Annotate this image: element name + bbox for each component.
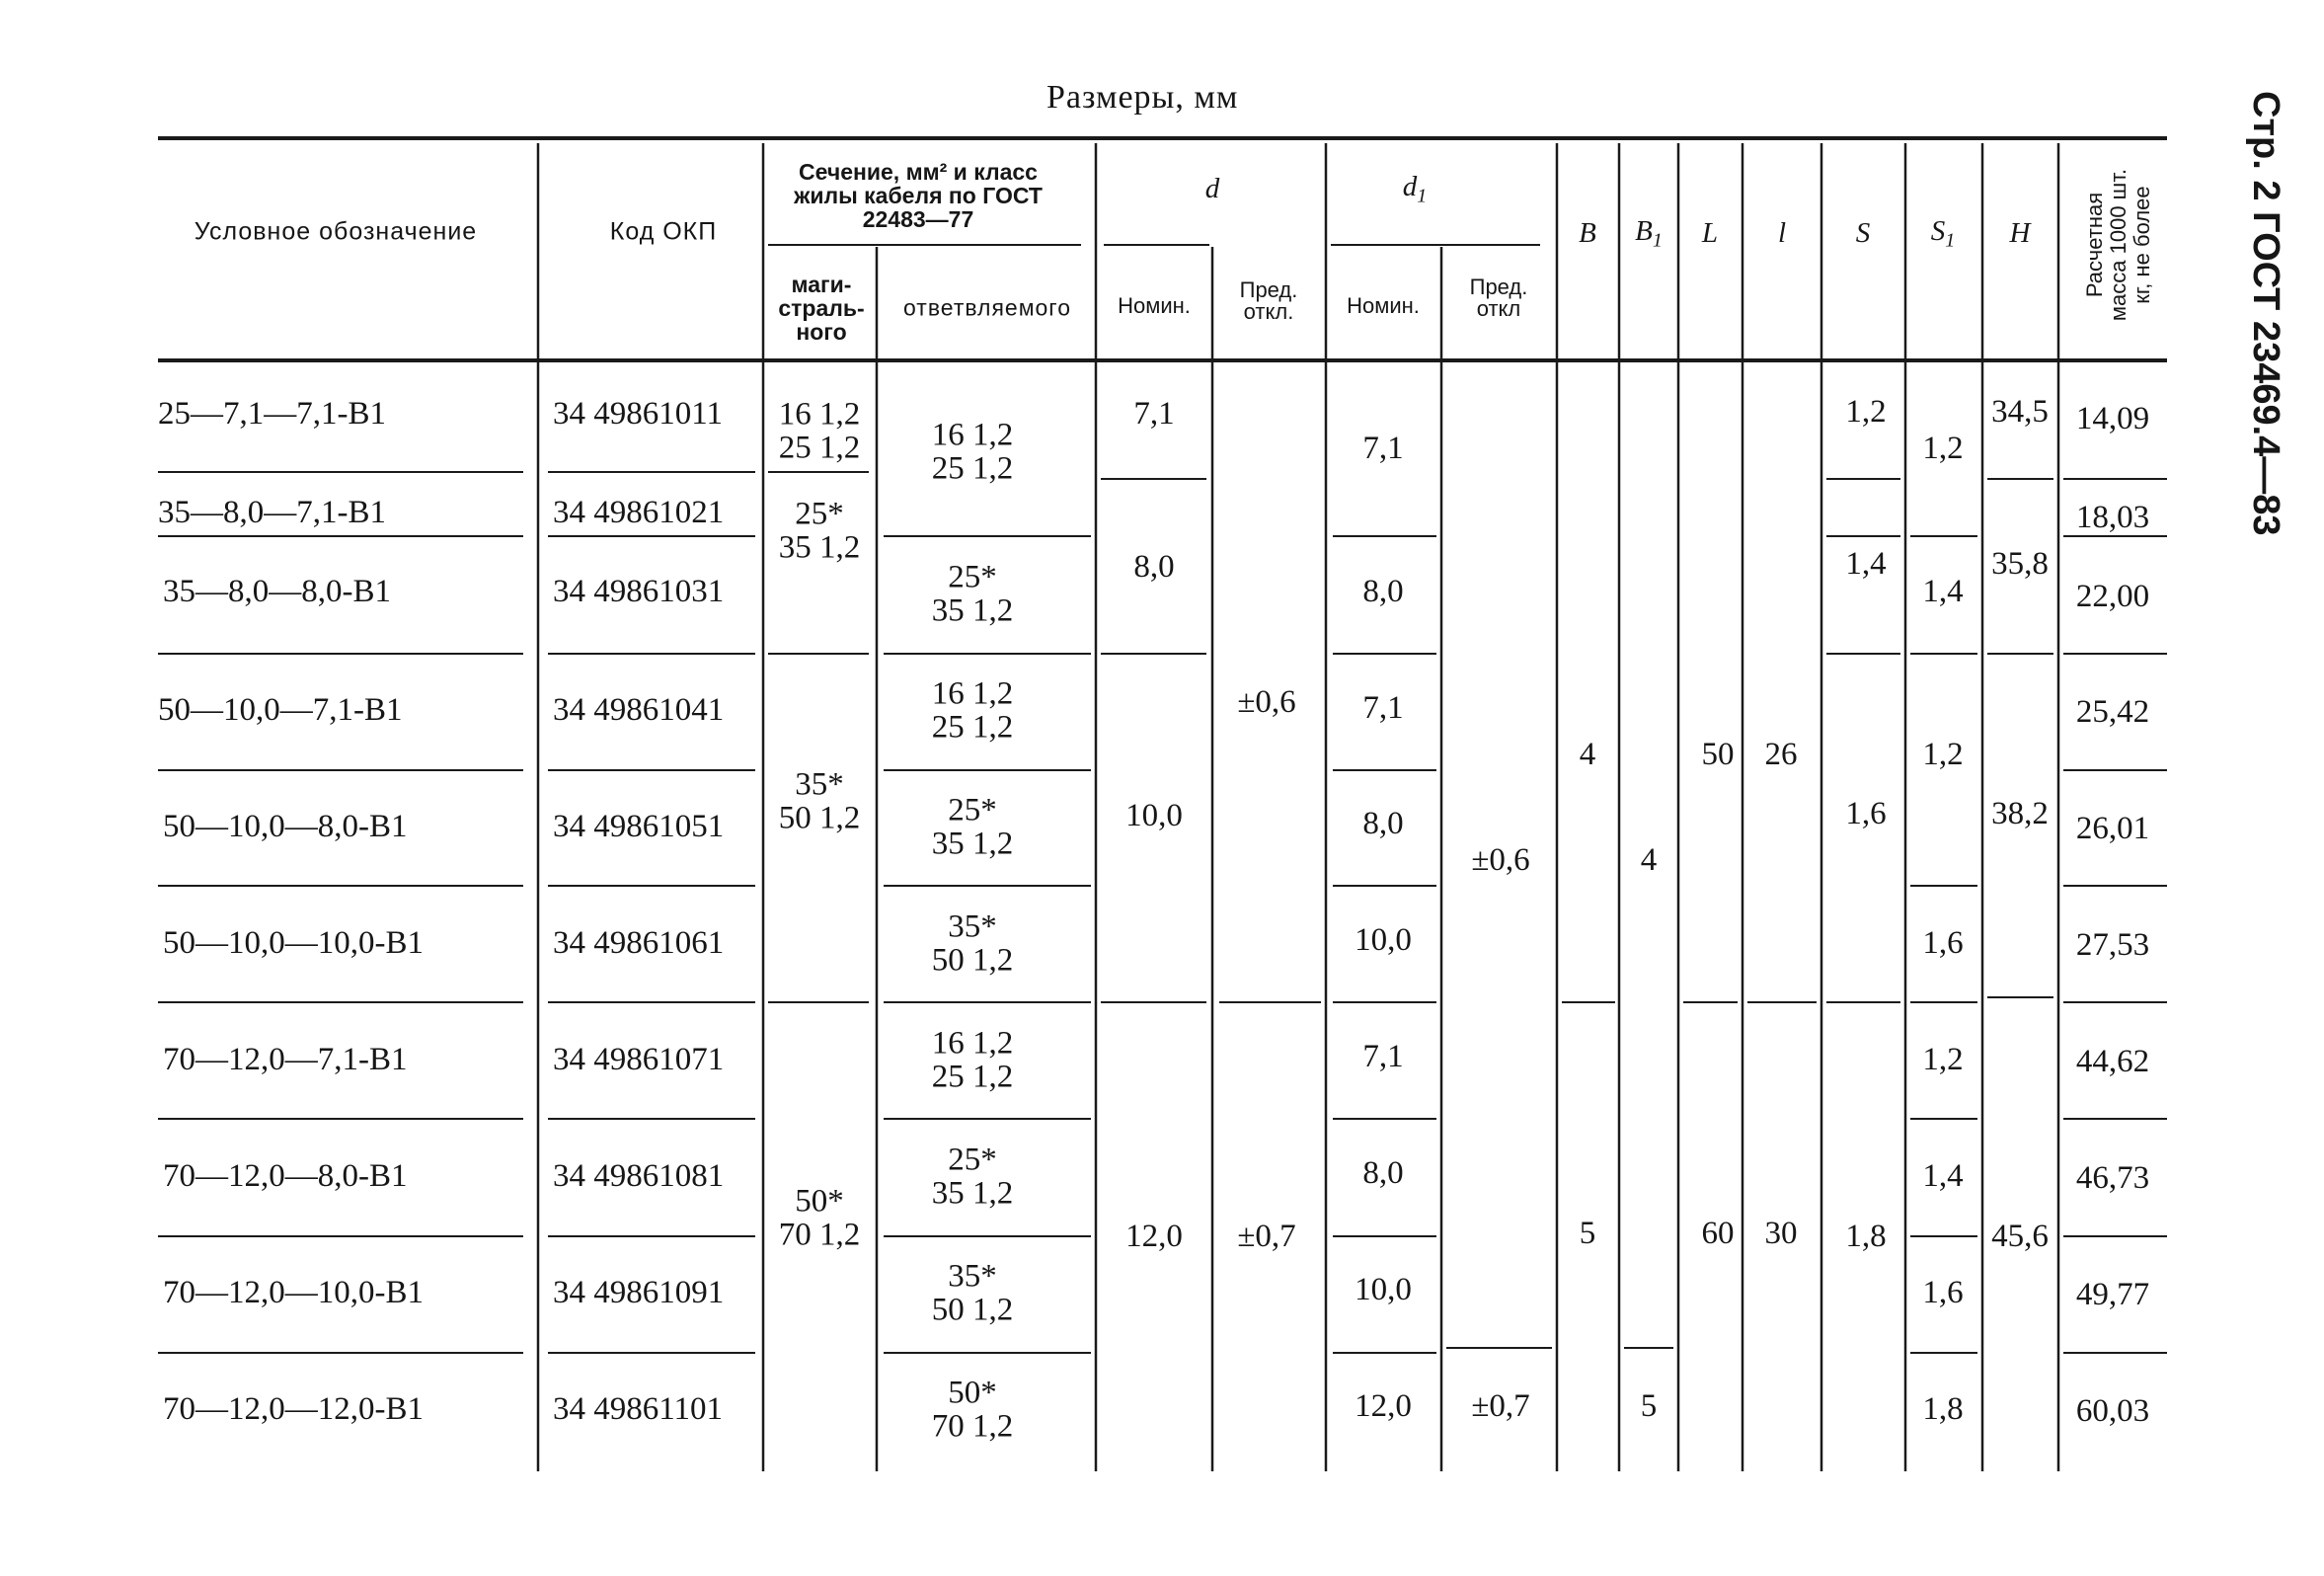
- d1-tolerance-1: ±0,6: [1471, 842, 1530, 879]
- row-4-okp: 34 49861041: [553, 692, 725, 729]
- header-d-tolerance: Пред. откл.: [1239, 277, 1298, 324]
- H-value-2: 35,8: [1991, 546, 2049, 583]
- row-4-designation: 50—10,0—7,1-В1: [158, 692, 403, 729]
- header-S: S: [1855, 217, 1871, 250]
- row-10-designation: 70—12,0—12,0-В1: [163, 1391, 424, 1428]
- row-4-mass: 25,42: [2075, 694, 2150, 731]
- header-okp: Код ОКП: [609, 217, 718, 246]
- row-1-okp: 34 49861011: [553, 396, 724, 433]
- row-1-mass: 14,09: [2075, 401, 2150, 437]
- row-8-mass: 46,73: [2075, 1160, 2150, 1197]
- d-nominal-3: 10,0: [1125, 798, 1183, 834]
- S1-value-3: 1,2: [1922, 737, 1964, 773]
- d1-nominal-6: 7,1: [1362, 1039, 1404, 1075]
- l-value-2: 30: [1764, 1216, 1798, 1252]
- page-running-head-text: Стр. 2 ГОСТ 23469.4—83: [2245, 91, 2286, 536]
- H-value-3: 38,2: [1991, 796, 2049, 832]
- branch-cell-2: 25* 35 1,2: [931, 559, 1014, 628]
- header-B: B: [1579, 217, 1596, 250]
- row-6-mass: 27,53: [2075, 927, 2150, 964]
- header-S1: $S_1$: [1930, 214, 1956, 252]
- row-6-designation: 50—10,0—10,0-В1: [163, 925, 424, 962]
- S1-value-1: 1,2: [1922, 431, 1964, 467]
- d1-nominal-1: 7,1: [1362, 431, 1404, 467]
- d1-nominal-7: 8,0: [1362, 1155, 1404, 1192]
- row-1-designation: 25—7,1—7,1-В1: [158, 396, 386, 433]
- row-2-designation: 35—8,0—7,1-В1: [158, 495, 386, 531]
- l-value-1: 26: [1764, 737, 1798, 773]
- main-group-3: 35* 50 1,2: [778, 766, 861, 835]
- row-10-mass: 60,03: [2075, 1393, 2150, 1430]
- page-running-head: [2239, 91, 2286, 565]
- B-value-2: 5: [1579, 1216, 1596, 1252]
- row-5-mass: 26,01: [2075, 811, 2150, 847]
- row-3-mass: 22,00: [2075, 579, 2150, 615]
- header-L: L: [1701, 217, 1719, 250]
- header-l: l: [1777, 217, 1787, 250]
- L-value-1: 50: [1701, 737, 1735, 773]
- S1-value-4: 1,6: [1922, 925, 1964, 962]
- table-caption: Размеры, мм: [1046, 79, 1239, 116]
- d1-nominal-9: 12,0: [1355, 1388, 1412, 1425]
- row-7-mass: 44,62: [2075, 1044, 2150, 1080]
- B1-value-2: 5: [1640, 1388, 1658, 1425]
- branch-cell-6: 16 1,2 25 1,2: [931, 1025, 1014, 1094]
- d-tolerance-1: ±0,6: [1237, 684, 1296, 721]
- row-9-okp: 34 49861091: [553, 1275, 725, 1311]
- H-value-1: 34,5: [1991, 394, 2049, 431]
- row-2-mass: 18,03: [2075, 500, 2150, 536]
- header-section: Сечение, мм² и класс жилы кабеля по ГОСТ 22483—77: [794, 158, 1043, 233]
- H-value-4: 45,6: [1991, 1219, 2049, 1255]
- d1-nominal-2: 8,0: [1362, 574, 1404, 610]
- row-9-designation: 70—12,0—10,0-В1: [163, 1275, 424, 1311]
- branch-cell-1: 16 1,2 25 1,2: [931, 417, 1014, 486]
- branch-cell-7: 25* 35 1,2: [931, 1142, 1014, 1211]
- row-3-okp: 34 49861031: [553, 574, 725, 610]
- row-6-okp: 34 49861061: [553, 925, 725, 962]
- S-value-4: 1,8: [1845, 1219, 1887, 1255]
- d1-tolerance-2: ±0,7: [1471, 1388, 1530, 1425]
- d-nominal-2: 8,0: [1133, 549, 1175, 586]
- header-branch-conductor: ответвляемого: [903, 294, 1071, 321]
- S1-value-8: 1,8: [1922, 1391, 1964, 1428]
- header-designation: Условное обозначение: [194, 217, 478, 246]
- main-group-2: 25* 35 1,2: [778, 496, 861, 565]
- main-group-1: 16 1,2 25 1,2: [778, 396, 861, 465]
- S1-value-7: 1,6: [1922, 1275, 1964, 1311]
- row-3-designation: 35—8,0—8,0-В1: [163, 574, 391, 610]
- d-nominal-1: 7,1: [1133, 396, 1175, 433]
- branch-cell-3: 16 1,2 25 1,2: [931, 675, 1014, 745]
- S1-value-5: 1,2: [1922, 1042, 1964, 1078]
- branch-cell-5: 35* 50 1,2: [931, 908, 1014, 978]
- row-8-designation: 70—12,0—8,0-В1: [163, 1158, 408, 1195]
- row-10-okp: 34 49861101: [553, 1391, 724, 1428]
- header-d: d: [1204, 173, 1220, 205]
- row-7-okp: 34 49861071: [553, 1042, 725, 1078]
- S1-value-6: 1,4: [1922, 1158, 1964, 1195]
- row-5-designation: 50—10,0—8,0-В1: [163, 809, 408, 845]
- header-main-conductor: маги- страль- ного: [778, 271, 865, 346]
- d-nominal-4: 12,0: [1125, 1219, 1183, 1255]
- header-mass: Расчетная масса 1000 шт. кг, не более: [2082, 168, 2155, 322]
- row-8-okp: 34 49861081: [553, 1158, 725, 1195]
- row-2-okp: 34 49861021: [553, 495, 725, 531]
- row-7-designation: 70—12,0—7,1-В1: [163, 1042, 408, 1078]
- d1-nominal-5: 10,0: [1355, 922, 1412, 959]
- row-5-okp: 34 49861051: [553, 809, 725, 845]
- d-tolerance-2: ±0,7: [1237, 1219, 1296, 1255]
- header-d1: $d_1$: [1402, 170, 1428, 207]
- S1-value-2: 1,4: [1922, 574, 1964, 610]
- header-d-nominal: Номин.: [1118, 293, 1191, 318]
- branch-cell-8: 35* 50 1,2: [931, 1258, 1014, 1327]
- row-9-mass: 49,77: [2075, 1277, 2150, 1313]
- d1-nominal-4: 8,0: [1362, 806, 1404, 842]
- header-d1-tolerance: Пред. откл: [1469, 275, 1528, 321]
- branch-cell-9: 50* 70 1,2: [931, 1375, 1014, 1444]
- S-value-2: 1,4: [1845, 546, 1887, 583]
- S-value-3: 1,6: [1845, 796, 1887, 832]
- main-group-4: 50* 70 1,2: [778, 1183, 861, 1252]
- S-value-1: 1,2: [1845, 394, 1887, 431]
- B-value-1: 4: [1579, 737, 1596, 773]
- header-H: H: [2009, 217, 2031, 250]
- d1-nominal-3: 7,1: [1362, 690, 1404, 727]
- branch-cell-4: 25* 35 1,2: [931, 792, 1014, 861]
- L-value-2: 60: [1701, 1216, 1735, 1252]
- d1-nominal-8: 10,0: [1355, 1272, 1412, 1308]
- header-B1: $B_1$: [1635, 214, 1663, 252]
- B1-value-1: 4: [1640, 842, 1658, 879]
- header-d1-nominal: Номин.: [1347, 293, 1420, 318]
